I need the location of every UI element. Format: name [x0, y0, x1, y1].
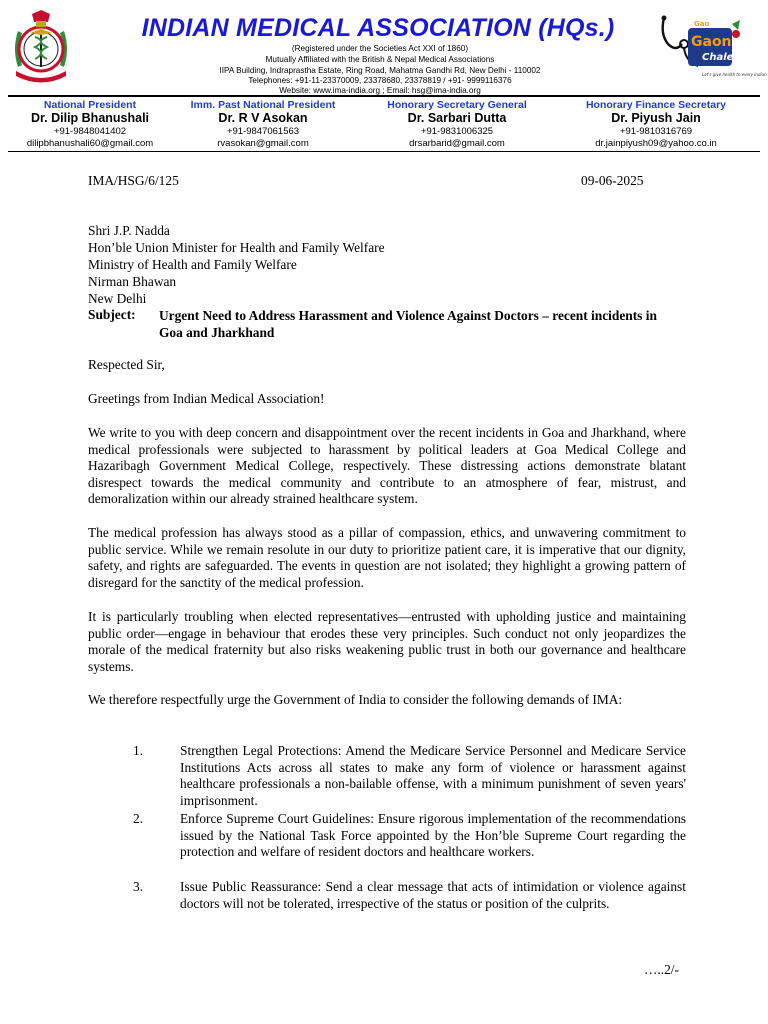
office-bearer-role: Honorary Finance Secretary	[585, 99, 727, 111]
org-title: INDIAN MEDICAL ASSOCIATION (HQs.)	[141, 14, 615, 42]
salutation: Respected Sir,	[88, 357, 165, 372]
address-line: IIPA Building, Indraprastha Estate, Ring Road, Mahatma Gandhi Rd, New Delhi - 110002	[219, 66, 541, 75]
office-bearer-name: Dr. R V Asokan	[218, 111, 308, 125]
body-paragraph: We write to you with deep concern and disappointment over the recent incidents in Goa and Jharkhand, where medical professionals were subjected to harassment by political leaders at Goa Medical College and Hazaribagh Government Medical College, respectively. These distressing actions demonstrate blatant disrespect towards the medical community and contribute to an atmosphere of fear, mistrust, and demoralization within our already strained healthcare system.	[88, 425, 686, 507]
addressee-line: Ministry of Health and Family Welfare	[88, 257, 297, 272]
demand-text: Issue Public Reassurance: Send a clear message that acts of intimidation or violence against doctors will not be tolerated, irrespective of the status or position of the culprits.	[180, 879, 686, 911]
office-bearer-email: rvasokan@gmail.com	[217, 138, 309, 149]
office-bearer-past-president	[169, 99, 357, 150]
body-paragraph: The medical profession has always stood as a pillar of compassion, ethics, and unwavering commitment to public service. While we remain resolute in our duty to prioritize patient care, it is imperative that our dignity, safety, and rights are safeguarded. The events in question are not isolated; they highlight a growing pattern of disregard for the sanctity of the medical profession.	[88, 525, 686, 590]
office-bearer-phone: +91-9810316769	[619, 126, 693, 137]
affiliation-line: Mutually Affiliated with the British & Nepal Medical Associations	[265, 55, 495, 64]
office-bearer-name: Dr. Sarbari Dutta	[407, 111, 507, 125]
header-divider	[8, 95, 760, 97]
logo-gao-text: Gao	[694, 20, 710, 28]
demand-text: Strengthen Legal Protections: Amend the Medicare Service Personnel and Medicare Service Institutions Acts across all states to make any form of violence or harassment against healthcare professionals a non-bailable offense, with a minimum punishment of seven years' imprisonment.	[180, 743, 686, 808]
office-bearers-divider	[8, 151, 760, 152]
gaon-chalen-logo	[658, 14, 767, 84]
addressee-line: Nirman Bhawan	[88, 274, 177, 289]
office-bearer-secretary-general	[363, 99, 551, 150]
office-bearer-email: dilipbhanushali60@gmail.com	[26, 138, 154, 149]
body-paragraph: It is particularly troubling when elected representatives—entrusted with upholding justice and maintaining public order—engage in behaviour that erodes these very principles. Such conduct not only jeopardizes the morale of the medical fraternity but also risks weakening public trust in both our governance and healthcare systems.	[88, 609, 686, 674]
page-continuation: …..2/-	[644, 962, 679, 977]
ima-emblem-logo	[8, 9, 74, 85]
demand-number: 3.	[133, 879, 144, 894]
demand-number: 2.	[133, 811, 144, 826]
letter-date: 09-06-2025	[581, 173, 644, 188]
office-bearer-role: Honorary Secretary General	[387, 99, 527, 111]
office-bearer-role: National President	[43, 99, 137, 111]
office-bearer-name: Dr. Dilip Bhanushali	[30, 111, 150, 125]
office-bearer-name: Dr. Piyush Jain	[611, 111, 701, 125]
logo-gaon-text: Gaon	[691, 34, 732, 50]
office-bearer-president	[0, 99, 184, 150]
addressee-block	[88, 222, 385, 307]
demand-number: 1.	[133, 743, 144, 758]
office-bearer-phone: +91-9848041402	[53, 126, 127, 137]
greeting: Greetings from Indian Medical Association!	[88, 391, 325, 406]
office-bearer-email: dr.jainpiyush09@yahoo.co.in	[595, 138, 717, 149]
logo-tagline: Let's give health to every Indian	[702, 72, 767, 77]
addressee-line: Hon’ble Union Minister for Health and Family Welfare	[88, 240, 385, 255]
office-bearer-role: Imm. Past National President	[190, 99, 336, 111]
telephones-line: Telephones: +91-11-23370009, 23378680, 23378819 / +91- 9999116376	[248, 76, 512, 85]
subject-text: Urgent Need to Address Harassment and Violence Against Doctors – recent incidents in Goa and Jharkhand	[159, 308, 657, 340]
body-paragraph: We therefore respectfully urge the Government of India to consider the following demands of IMA:	[88, 692, 623, 707]
office-bearer-phone: +91-9847061563	[226, 126, 300, 137]
subject-label: Subject:	[88, 307, 136, 322]
demand-text: Enforce Supreme Court Guidelines: Ensure rigorous implementation of the recommendations issued by the National Task Force appointed by the Hon’ble Supreme Court regarding the protection and welfare of resident doctors and healthcare workers.	[180, 811, 686, 860]
registration-line: (Registered under the Societies Act XXI of 1860)	[291, 44, 469, 53]
logo-chalen-text: Chalen	[702, 52, 741, 63]
office-bearer-email: drsarbarid@gmail.com	[409, 138, 505, 149]
reference-number: IMA/HSG/6/125	[88, 173, 179, 188]
addressee-line: New Delhi	[88, 291, 147, 306]
office-bearer-phone: +91-9831006325	[420, 126, 494, 137]
addressee-line: Shri J.P. Nadda	[88, 223, 170, 238]
website-line: Website: www.ima-india.org ; Email: hsg@ima-india.org	[279, 86, 481, 95]
office-bearer-finance-secretary	[562, 99, 750, 150]
